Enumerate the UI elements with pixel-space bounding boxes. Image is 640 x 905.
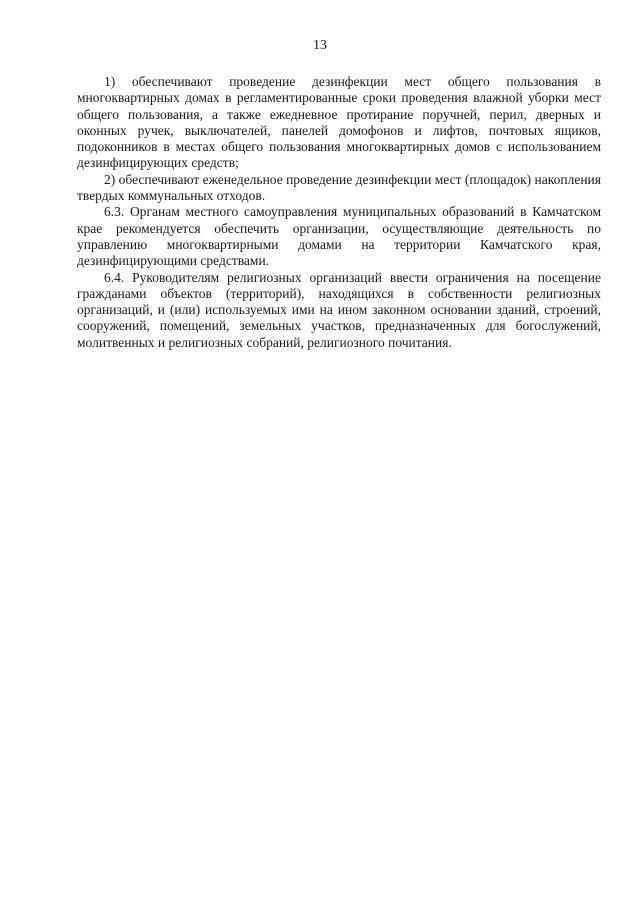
document-body xyxy=(77,74,601,351)
section-text: Руководителям религиозных организаций ввести ограничения на посещение гражданами объектов (территорий), находящихся в собственности религиозных организаций, и (или) используемых ими на ином законном основании зданий, строений, сооружений, помещений, земельных участков, предназначенных для богослужений, молитвенных и религиозных собраний, религиозного почитания. xyxy=(77,269,601,350)
paragraph-section-6-4 xyxy=(77,270,601,351)
paragraph-section-6-3: 6.3. Органам местного самоуправления муниципальных образований в Камчатском крае рекомендуется обеспечить организации, осуществляющие деятельность по управлению многоквартирными домами на территории Камчатского края, дезинфицирующими средствами. xyxy=(77,204,601,269)
paragraph-item-2: 2) обеспечивают еженедельное проведение дезинфекции мест (площадок) накопления твердых коммунальных отходов. xyxy=(77,171,601,204)
section-number: 6.4. xyxy=(104,269,125,285)
paragraph-item-1: 1) обеспечивают проведение дезинфекции мест общего пользования в многоквартирных домах в регламентированные сроки проведения влажной уборки мест общего пользования, а также ежедневное протирание поручней, перил, дверных и оконных ручек, выключателей, панелей домофонов и лифтов, почтовых ящиков, подоконников в местах общего пользования многоквартирных домов с использованием дезинфицирующих средств; xyxy=(77,74,601,171)
page-number: 13 xyxy=(313,38,327,53)
